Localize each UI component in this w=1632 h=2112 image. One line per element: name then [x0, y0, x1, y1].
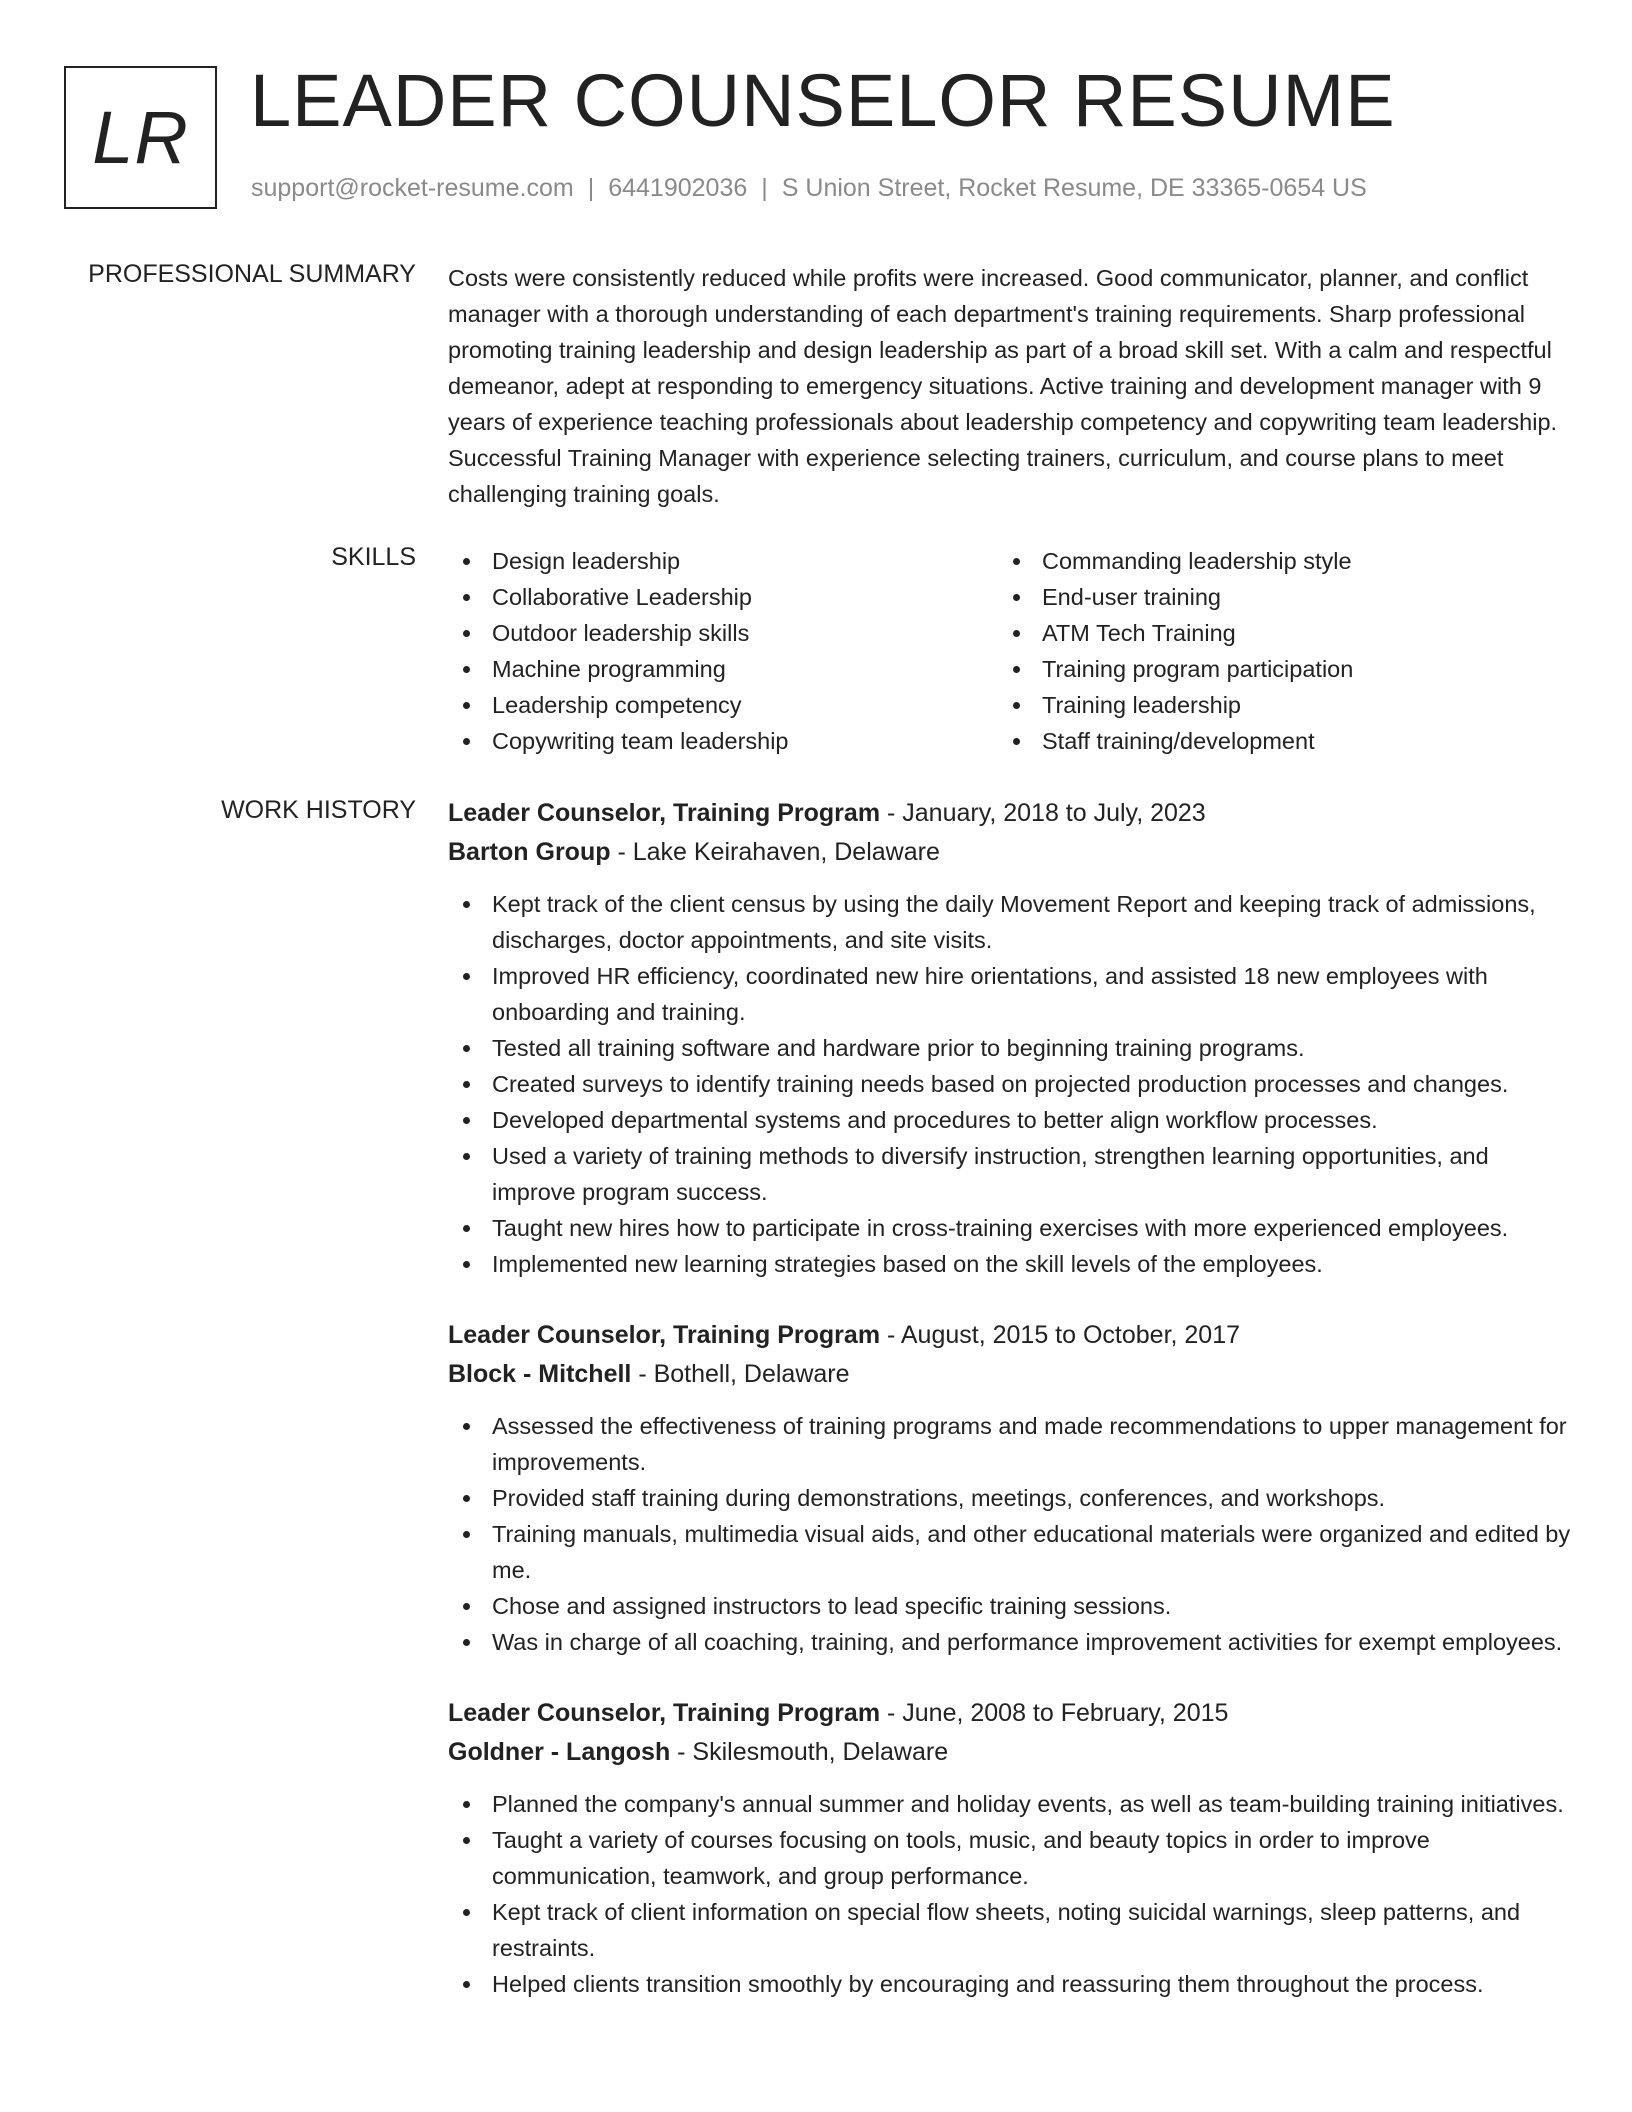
job-bullet: Created surveys to identify training needs based on projected production processes and changes.	[448, 1066, 1572, 1102]
job-bullet: Taught new hires how to participate in cross-training exercises with more experienced employees.	[448, 1210, 1572, 1246]
job-entry	[448, 1316, 1572, 1660]
skill-item: Machine programming	[448, 651, 998, 687]
job-company: Goldner - Langosh	[448, 1738, 671, 1766]
job-bullet: Kept track of client information on special flow sheets, noting suicidal warnings, sleep patterns, and restraints.	[448, 1894, 1572, 1966]
job-bullet: Tested all training software and hardware prior to beginning training programs.	[448, 1030, 1572, 1066]
skill-item: Collaborative Leadership	[448, 579, 998, 615]
job-bullet: Assessed the effectiveness of training programs and made recommendations to upper management for improvements.	[448, 1408, 1572, 1480]
skills-grid	[448, 543, 1572, 759]
skill-item: Outdoor leadership skills	[448, 615, 998, 651]
monogram-initials: LR	[92, 96, 189, 179]
job-bullet: Helped clients transition smoothly by encouraging and reassuring them throughout the process.	[448, 1966, 1572, 2002]
job-bullet: Planned the company's annual summer and holiday events, as well as team-building training initiatives.	[448, 1786, 1572, 1822]
job-location: - Lake Keirahaven, Delaware	[610, 838, 940, 866]
job-company-line	[448, 1355, 1572, 1394]
resume-title: LEADER COUNSELOR RESUME	[250, 59, 1396, 142]
skills-body	[448, 543, 1572, 759]
skill-item: Copywriting team leadership	[448, 723, 998, 759]
job-entry	[448, 794, 1572, 1282]
section-title-skills: SKILLS	[331, 543, 416, 571]
skill-item: Training program participation	[998, 651, 1548, 687]
skill-item: Commanding leadership style	[998, 543, 1548, 579]
contact-separator: |	[761, 174, 768, 202]
job-bullets	[448, 1408, 1572, 1660]
skills-list-right	[998, 543, 1548, 759]
job-title-line	[448, 1316, 1572, 1355]
job-bullet: Training manuals, multimedia visual aids, and other educational materials were organized and edited by me.	[448, 1516, 1572, 1588]
section-title-summary: PROFESSIONAL SUMMARY	[88, 260, 416, 288]
job-bullet: Developed departmental systems and procedures to better align workflow processes.	[448, 1102, 1572, 1138]
contact-address: S Union Street, Rocket Resume, DE 33365-0654 US	[781, 174, 1367, 202]
job-bullets	[448, 1786, 1572, 2002]
job-bullet: Was in charge of all coaching, training, and performance improvement activities for exempt employees.	[448, 1624, 1572, 1660]
job-bullets	[448, 886, 1572, 1282]
contact-line	[251, 174, 1367, 203]
job-company: Barton Group	[448, 838, 611, 866]
job-location: - Skilesmouth, Delaware	[670, 1738, 949, 1766]
job-entry	[448, 1694, 1572, 2002]
contact-email: support@rocket-resume.com	[251, 174, 574, 202]
job-dates: - August, 2015 to October, 2017	[880, 1321, 1241, 1349]
job-bullet: Taught a variety of courses focusing on tools, music, and beauty topics in order to improve communication, teamwork, and group performance.	[448, 1822, 1572, 1894]
skill-item: End-user training	[998, 579, 1548, 615]
job-bullet: Used a variety of training methods to diversify instruction, strengthen learning opportunities, and improve program success.	[448, 1138, 1572, 1210]
job-title-line	[448, 794, 1572, 833]
contact-separator: |	[587, 174, 595, 202]
section-title-work: WORK HISTORY	[221, 796, 416, 824]
contact-phone: 6441902036	[608, 174, 748, 202]
job-bullet: Provided staff training during demonstrations, meetings, conferences, and workshops.	[448, 1480, 1572, 1516]
job-bullet: Improved HR efficiency, coordinated new hire orientations, and assisted 18 new employees with onboarding and training.	[448, 958, 1572, 1030]
job-company-line	[448, 833, 1572, 872]
job-bullet: Implemented new learning strategies based on the skill levels of the employees.	[448, 1246, 1572, 1282]
monogram-box	[64, 66, 217, 209]
job-bullet: Kept track of the client census by using the daily Movement Report and keeping track of admissions, discharges, doctor appointments, and site visits.	[448, 886, 1572, 958]
job-dates: - June, 2008 to February, 2015	[880, 1699, 1229, 1727]
summary-text: Costs were consistently reduced while profits were increased. Good communicator, planner, and conflict manager with a thorough understanding of each department's training requirements. Sharp professional promoting training leadership and design leadership as part of a broad skill set. With a calm and respectful demeanor, adept at responding to emergency situations. Active training and development manager with 9 years of experience teaching professionals about leadership competency and copywriting team leadership. Successful Training Manager with experience selecting trainers, curriculum, and course plans to meet challenging training goals.	[448, 265, 1558, 507]
job-company: Block - Mitchell	[448, 1360, 632, 1388]
skill-item: Training leadership	[998, 687, 1548, 723]
skill-item: Design leadership	[448, 543, 998, 579]
skill-item: ATM Tech Training	[998, 615, 1548, 651]
job-company-line	[448, 1733, 1572, 1772]
job-location: - Bothell, Delaware	[631, 1360, 850, 1388]
work-history-body	[448, 794, 1572, 2036]
job-role: Leader Counselor, Training Program	[448, 799, 881, 827]
skills-list-left	[448, 543, 998, 759]
job-role: Leader Counselor, Training Program	[448, 1699, 881, 1727]
job-role: Leader Counselor, Training Program	[448, 1321, 881, 1349]
job-dates: - January, 2018 to July, 2023	[880, 799, 1206, 827]
skill-item: Leadership competency	[448, 687, 998, 723]
job-bullet: Chose and assigned instructors to lead specific training sessions.	[448, 1588, 1572, 1624]
job-title-line	[448, 1694, 1572, 1733]
skill-item: Staff training/development	[998, 723, 1548, 759]
